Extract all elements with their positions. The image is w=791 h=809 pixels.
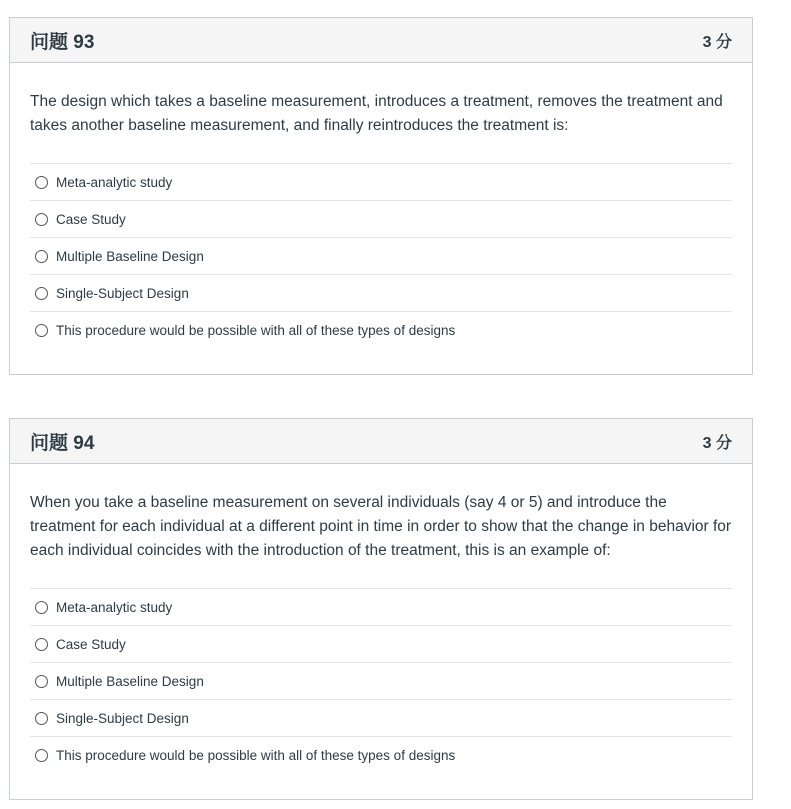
question-body bbox=[10, 464, 752, 774]
answer-option[interactable] bbox=[30, 312, 732, 349]
question-header bbox=[10, 18, 752, 63]
question-94 bbox=[9, 418, 753, 800]
answer-label: Case Study bbox=[56, 211, 126, 227]
answer-option[interactable] bbox=[30, 737, 732, 774]
answer-option[interactable] bbox=[30, 275, 732, 312]
radio-button[interactable] bbox=[35, 213, 48, 226]
radio-button[interactable] bbox=[35, 250, 48, 263]
answer-label: Multiple Baseline Design bbox=[56, 673, 204, 689]
radio-button[interactable] bbox=[35, 287, 48, 300]
answer-option[interactable] bbox=[30, 164, 732, 201]
answer-list bbox=[30, 163, 732, 349]
answer-option[interactable] bbox=[30, 589, 732, 626]
answer-option[interactable] bbox=[30, 663, 732, 700]
answer-option[interactable] bbox=[30, 201, 732, 238]
answer-list bbox=[30, 588, 732, 774]
radio-button[interactable] bbox=[35, 749, 48, 762]
question-points: 3 分 bbox=[702, 33, 732, 51]
answer-label: Single-Subject Design bbox=[56, 710, 189, 726]
answer-label: Meta-analytic study bbox=[56, 599, 173, 615]
question-text: The design which takes a baseline measurement, introduces a treatment, removes the treatment and takes another baseline measurement, and finally reintroduces the treatment is: bbox=[30, 93, 723, 134]
answer-label: This procedure would be possible with all of these types of designs bbox=[56, 323, 456, 338]
answer-label: This procedure would be possible with all of these types of designs bbox=[56, 748, 456, 763]
radio-button[interactable] bbox=[35, 638, 48, 651]
radio-button[interactable] bbox=[35, 675, 48, 688]
question-text: When you take a baseline measurement on several individuals (say 4 or 5) and introduce the treatment for each individual at a different point in time in order to show that the change in behavior for each individual coincides with the introduction of the treatment, this is an example of: bbox=[30, 494, 732, 559]
radio-button[interactable] bbox=[35, 324, 48, 337]
question-title: 问题 93 bbox=[30, 31, 95, 53]
question-93 bbox=[9, 17, 753, 375]
answer-option[interactable] bbox=[30, 700, 732, 737]
answer-option[interactable] bbox=[30, 238, 732, 275]
radio-button[interactable] bbox=[35, 601, 48, 614]
answer-label: Single-Subject Design bbox=[56, 285, 189, 301]
radio-button[interactable] bbox=[35, 176, 48, 189]
answer-label: Meta-analytic study bbox=[56, 174, 173, 190]
answer-label: Multiple Baseline Design bbox=[56, 248, 204, 264]
radio-button[interactable] bbox=[35, 712, 48, 725]
question-title: 问题 94 bbox=[30, 432, 95, 454]
question-body bbox=[10, 63, 752, 349]
question-points: 3 分 bbox=[702, 434, 732, 452]
question-header bbox=[10, 419, 752, 464]
answer-label: Case Study bbox=[56, 636, 126, 652]
answer-option[interactable] bbox=[30, 626, 732, 663]
